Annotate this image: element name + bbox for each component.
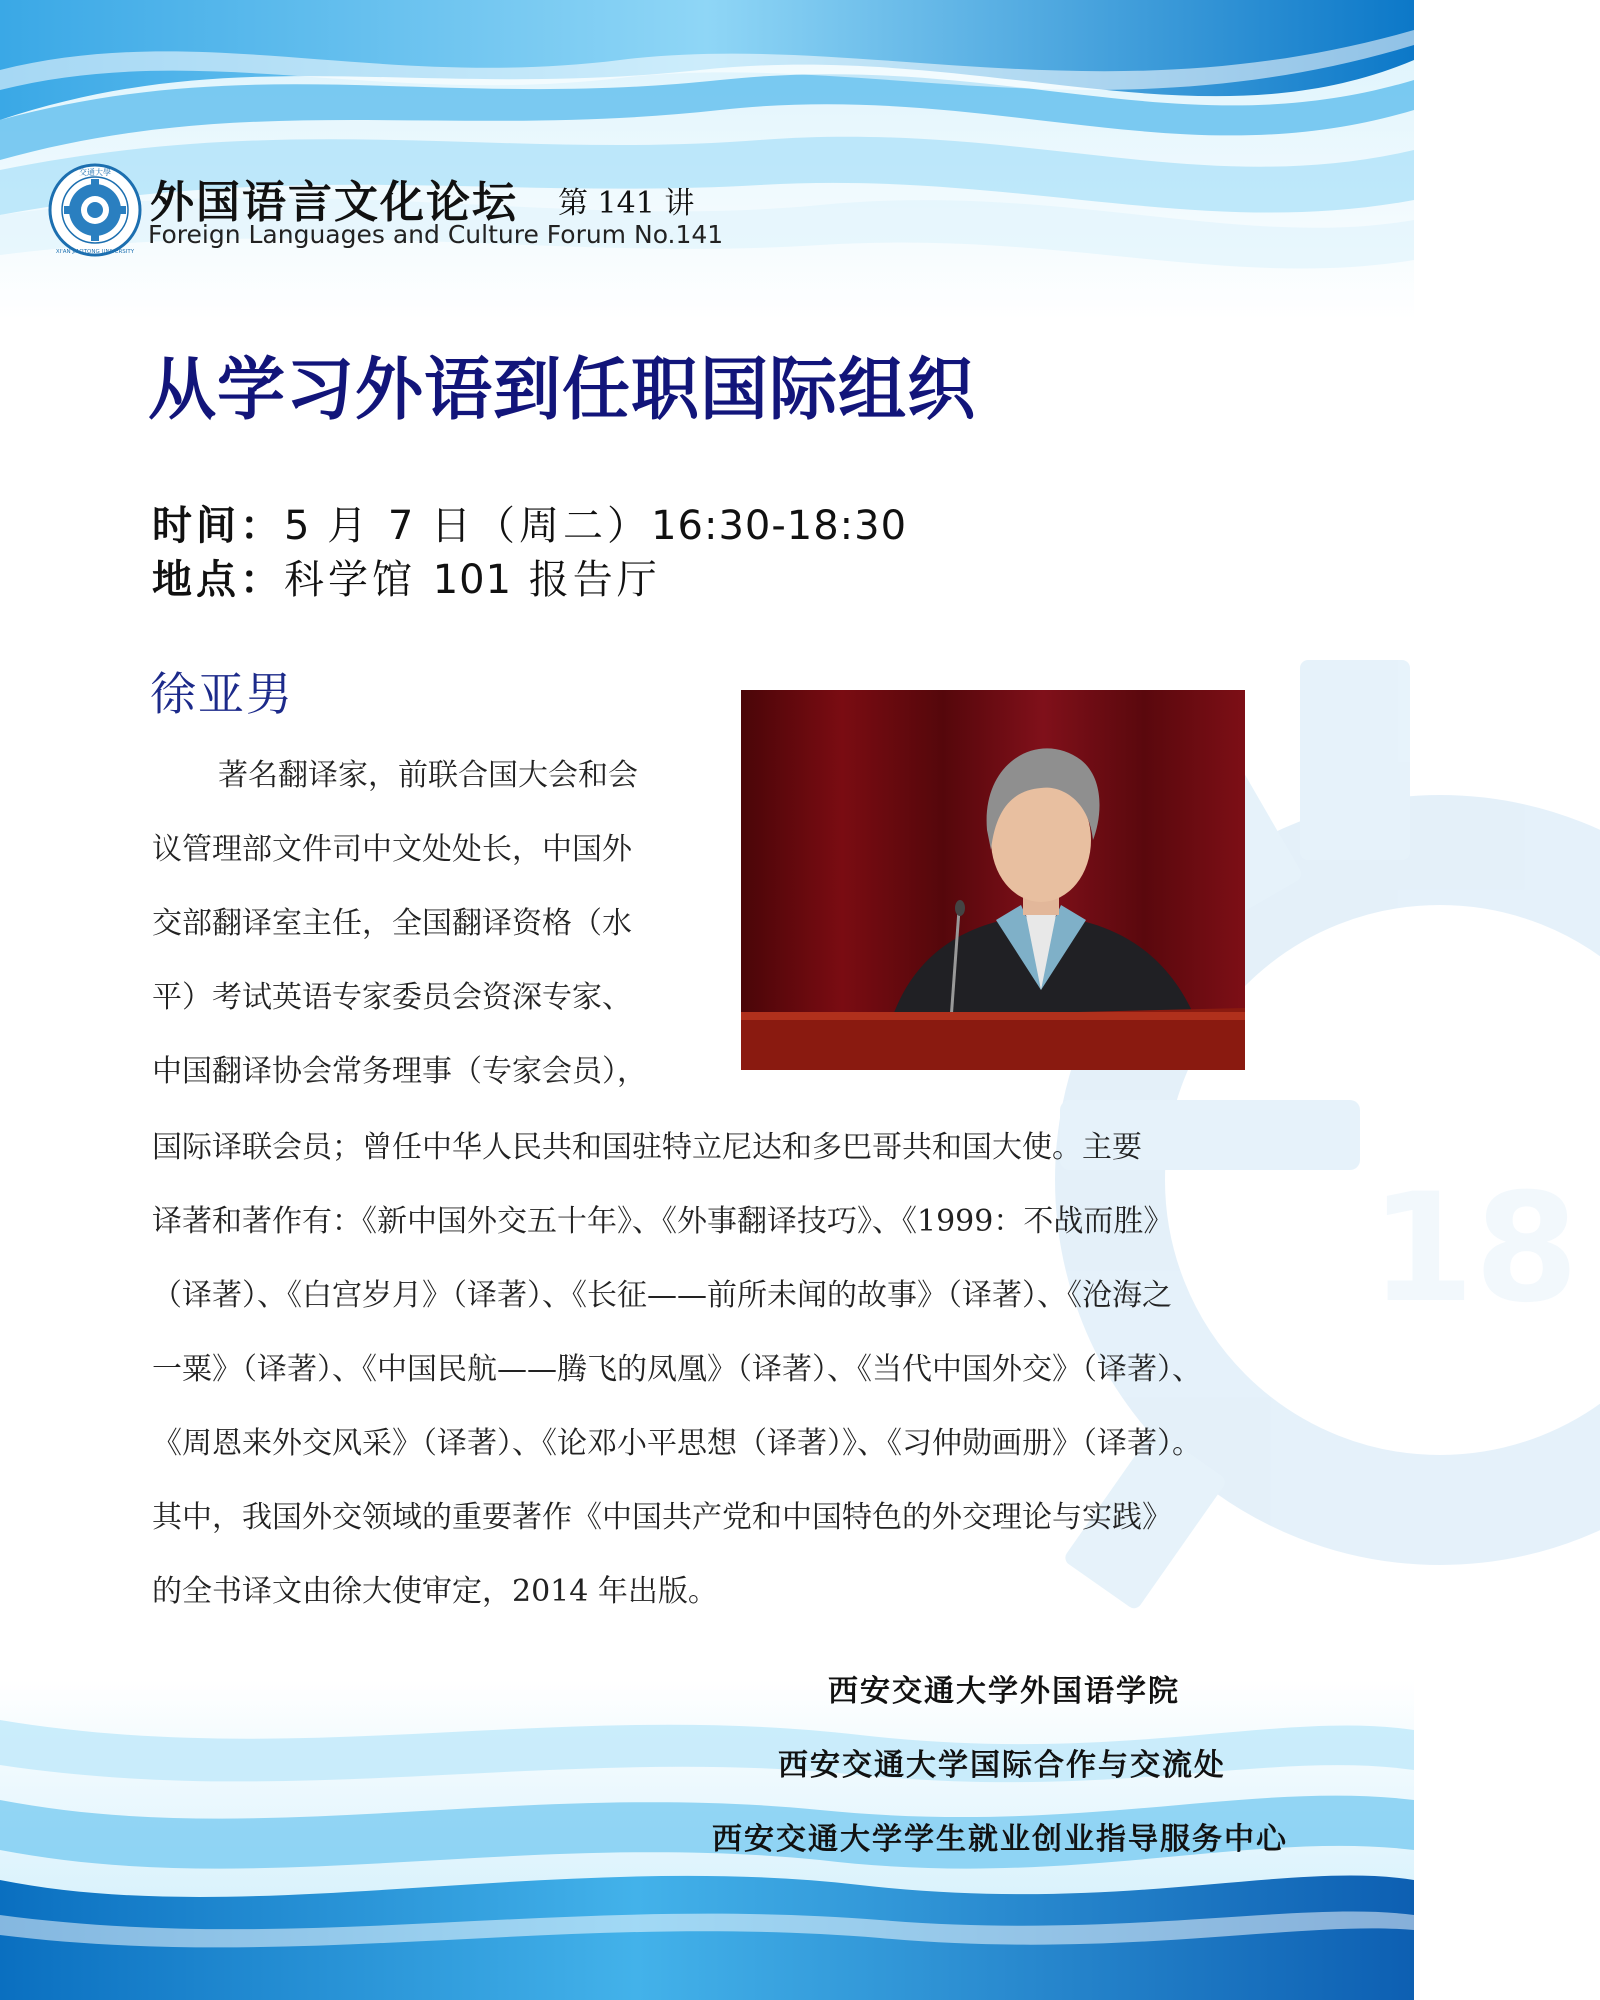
organizer: 西安交通大学外国语学院 xyxy=(828,1674,1180,1709)
bio-line: 译著和著作有：《新中国外交五十年》、《外事翻译技巧》、《1999：不战而胜》 xyxy=(152,1204,1174,1239)
speaker-portrait-icon xyxy=(741,690,1245,1070)
bio-line: 议管理部文件司中文处处长，中国外 xyxy=(152,832,632,867)
lecture-title: 从学习外语到任职国际组织 xyxy=(148,351,977,430)
bio-line: 著名翻译家，前联合国大会和会 xyxy=(218,758,638,793)
organizer: 西安交通大学国际合作与交流处 xyxy=(778,1748,1226,1783)
forum-number: 第 141 讲 xyxy=(558,186,695,221)
svg-text:交通大學: 交通大學 xyxy=(79,168,111,177)
forum-subtitle: Foreign Languages and Culture Forum No.141 xyxy=(148,220,724,249)
svg-text:18: 18 xyxy=(1370,1162,1579,1336)
bio-line: 一粟》（译著）、《中国民航——腾飞的凤凰》（译著）、《当代中国外交》（译著）、 xyxy=(152,1352,1202,1387)
bio-line: 的全书译文由徐大使审定，2014 年出版。 xyxy=(152,1574,718,1609)
bio-line: 中国翻译协会常务理事（专家会员）， xyxy=(152,1054,647,1089)
bio-line: 交部翻译室主任，全国翻译资格（水 xyxy=(152,906,632,941)
venue-value: 科学馆 101 报告厅 xyxy=(284,557,661,603)
forum-title: 外国语言文化论坛 xyxy=(150,177,518,228)
bio-line: 国际译联会员；曾任中华人民共和国驻特立尼达和多巴哥共和国大使。主要 xyxy=(152,1130,1142,1165)
svg-text:XI'AN JIAOTONG UNIVERSITY: XI'AN JIAOTONG UNIVERSITY xyxy=(55,249,135,255)
bio-line: （译著）、《白宫岁月》（译著）、《长征——前所未闻的故事》（译著）、《沧海之 xyxy=(152,1278,1172,1313)
time-label: 时间： xyxy=(152,502,284,549)
top-wave-decoration xyxy=(0,0,1414,320)
bio-line: 《周恩来外交风采》（译著）、《论邓小平思想（译著）》、《习仲勋画册》（译著）。 xyxy=(152,1426,1202,1461)
organizer: 西安交通大学学生就业创业指导服务中心 xyxy=(712,1822,1288,1857)
time-line xyxy=(152,494,907,551)
university-logo xyxy=(48,163,142,257)
bio-line: 其中，我国外交领域的重要著作《中国共产党和中国特色的外交理论与实践》 xyxy=(152,1500,1172,1535)
venue-line xyxy=(152,548,661,605)
time-value: 5 月 7 日（周二）16:30-18:30 xyxy=(284,503,908,549)
speaker-name: 徐亚男 xyxy=(150,667,294,721)
venue-label: 地点： xyxy=(152,556,284,603)
bio-line: 平）考试英语专家委员会资深专家、 xyxy=(152,980,632,1015)
